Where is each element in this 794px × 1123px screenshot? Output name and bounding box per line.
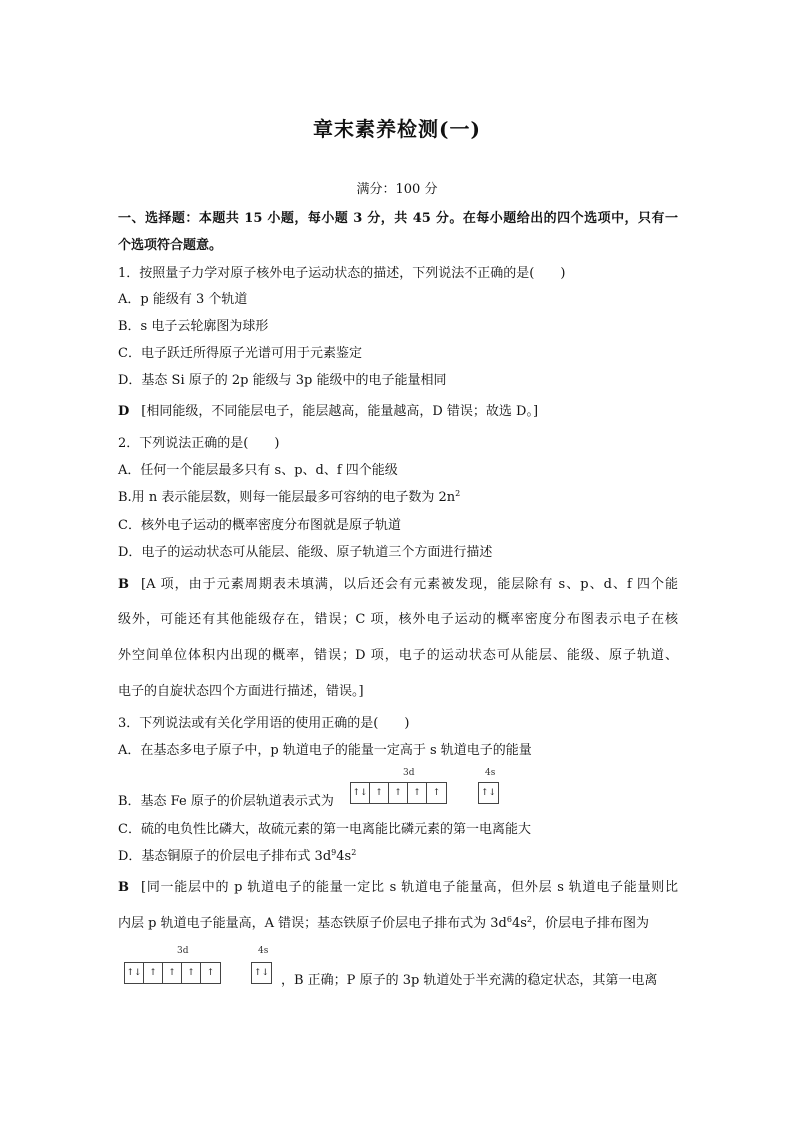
orbital-box: ↑↓: [480, 787, 497, 798]
orbital-box: ↑: [144, 963, 163, 983]
orbital-box: ↑↓: [125, 963, 144, 983]
q2-answer-letter: B: [118, 577, 129, 592]
q2-explanation-2: 级外，可能还有其他能级存在，错误；C 项，核外电子运动的概率密度分布图表示电子在核: [118, 612, 678, 627]
q3-option-b: B．基态 Fe 原子的价层轨道表示式为: [118, 794, 334, 809]
q2-explanation-1: [A 项，由于元素周期表未填满，以后还会有元素被发现，能层除有 s、p、d、f 四个能: [141, 577, 678, 592]
q1-option-d: D．基态 Si 原子的 2p 能级与 3p 能级中的电子能量相同: [118, 373, 447, 388]
q2-option-a: A．任何一个能层最多只有 s、p、d、f 四个能级: [118, 463, 398, 478]
orbital-box: ↑: [206, 967, 215, 978]
q3-option-c: C．硫的电负性比磷大，故硫元素的第一电离能比磷元素的第一电离能大: [118, 822, 531, 837]
orbital-4s-box: [251, 962, 272, 984]
orbital-box: ↑: [370, 783, 389, 803]
q1-option-b: B．s 电子云轮廓图为球形: [118, 319, 269, 334]
q3-option-d-mid: 4s: [336, 849, 352, 864]
q3-explanation-2-mid: 4s: [511, 916, 527, 931]
q1-answer-letter: D: [118, 404, 130, 419]
q3-explanation-3: ，B 正确；P 原子的 3p 轨道处于半充满的稳定状态，其第一电离: [281, 973, 658, 988]
section-instruction: 一、选择题：本题共 15 小题，每小题 3 分，共 45 分。在每小题给出的四个选项中，只有一: [118, 211, 678, 226]
q1-explanation: [相同能级，不同能层电子，能层越高，能量越高，D 错误；故选 D。]: [141, 404, 539, 419]
label-4s: 4s: [485, 768, 496, 778]
label-3d: 3d: [177, 946, 189, 956]
orbital-box: ↑: [432, 787, 441, 798]
label-3d: 3d: [403, 768, 415, 778]
orbital-box: ↑: [163, 963, 182, 983]
q2-explanation-3: 外空间单位体积内出现的概率，错误；D 项，电子的运动状态可从能层、能级、原子轨道、: [118, 648, 678, 663]
q3-stem: 3．下列说法或有关化学用语的使用正确的是( ): [118, 716, 410, 731]
section-instruction-cont: 个选项符合题意。: [118, 238, 223, 253]
orbital-box: ↑: [182, 963, 201, 983]
score-line: 满分：100 分: [356, 182, 438, 197]
orbital-3d-boxes: [124, 962, 221, 984]
q2-option-b-text: B.用 n 表示能层数，则每一能层最多可容纳的电子数为 2n: [118, 490, 456, 505]
q2-stem: 2．下列说法正确的是( ): [118, 436, 280, 451]
orbital-box: ↑: [389, 783, 408, 803]
q2-option-b-sup: 2: [455, 489, 461, 498]
q3-explanation-2-sup1: 6: [506, 915, 512, 924]
q1-stem: 1．按照量子力学对原子核外电子运动状态的描述，下列说法不正确的是( ): [118, 266, 566, 281]
q3-explanation-2: [118, 916, 649, 932]
q1-option-a: A．p 能级有 3 个轨道: [118, 292, 248, 307]
q3-explanation-2-sup2: 2: [526, 915, 532, 924]
q1-option-c: C．电子跃迁所得原子光谱可用于元素鉴定: [118, 346, 362, 361]
q3-explanation-2-text: 内层 p 轨道电子能量高，A 错误；基态铁原子价层电子排布式为 3d: [118, 916, 507, 931]
orbital-4s-box: [478, 782, 499, 804]
q3-option-d-sup2: 2: [351, 848, 357, 857]
q2-answer: [118, 577, 678, 593]
q3-answer: [118, 880, 678, 896]
q2-option-c: C．核外电子运动的概率密度分布图就是原子轨道: [118, 518, 401, 533]
orbital-box: ↑↓: [253, 967, 270, 978]
q3-option-d: [118, 849, 356, 865]
orbital-box: ↑↓: [351, 783, 370, 803]
label-4s: 4s: [258, 946, 269, 956]
q3-explanation-1: [同一能层中的 p 轨道电子的能量一定比 s 轨道电子能量高，但外层 s 轨道电子能量则比: [141, 880, 678, 895]
q2-explanation-4: 电子的自旋状态四个方面进行描述，错误。]: [118, 684, 364, 699]
q1-answer: [118, 404, 538, 420]
q3-explanation-2-tail: ，价层电子排布图为: [531, 916, 649, 931]
q2-option-b: [118, 490, 460, 506]
q3-answer-letter: B: [118, 880, 129, 895]
q3-option-a: A．在基态多电子原子中，p 轨道电子的能量一定高于 s 轨道电子的能量: [118, 743, 532, 758]
q3-option-d-text: D．基态铜原子的价层电子排布式 3d: [118, 849, 332, 864]
page-title: 章末素养检测(一): [313, 117, 481, 141]
q2-option-d: D．电子的运动状态可从能层、能级、原子轨道三个方面进行描述: [118, 545, 493, 560]
orbital-3d-boxes: [350, 782, 447, 804]
orbital-box: ↑: [408, 783, 427, 803]
q3-option-d-sup1: 9: [331, 848, 337, 857]
